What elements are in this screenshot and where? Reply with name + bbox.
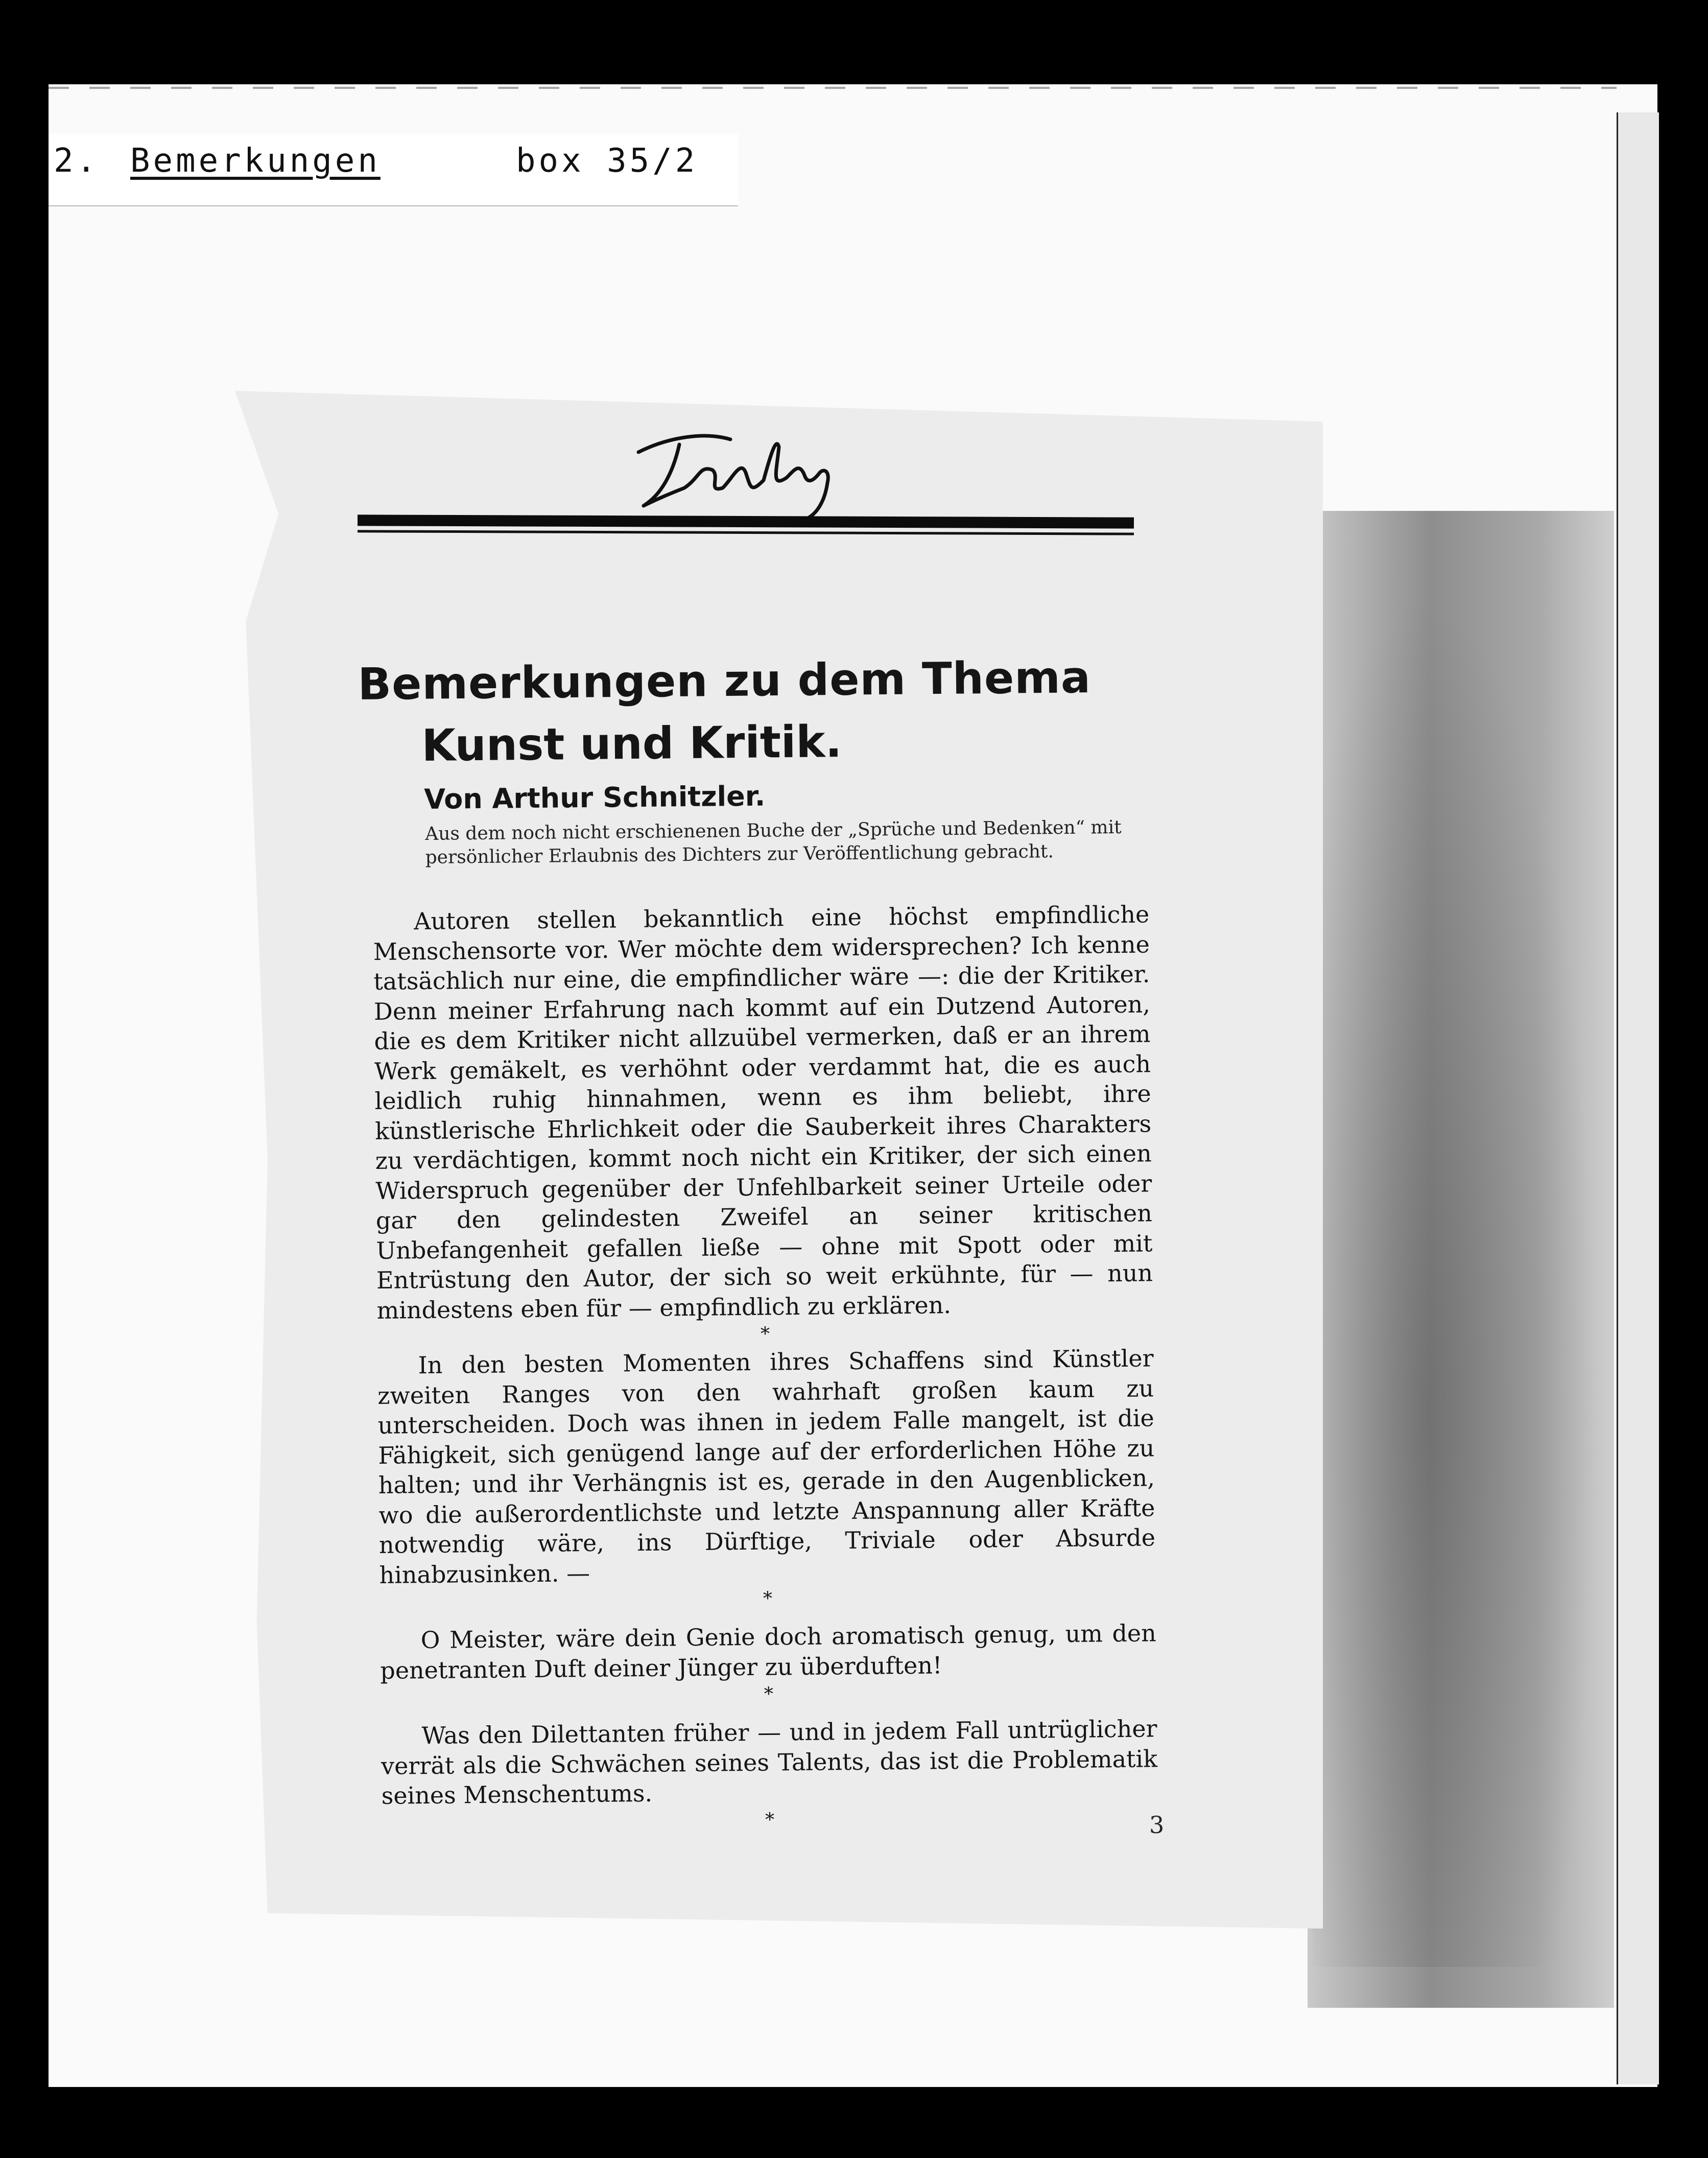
paragraph: In den besten Momenten ihres Schaffens sind Künstler zweiten Ranges von den wahrhaft großen kaum zu unterscheiden. Doch was ihnen in jedem Falle mangelt, ist die Fähigkeit, sich genügend lange auf der erforderlichen Höhe zu halten; und ihr Verhängnis ist es, gerade in den Augenblicken, wo die außerordentlichste und letzte Anspannung aller Kräfte notwendig wäre, ins Dürftige, Triviale oder Absurde hinabzusinken. — xyxy=(377,1344,1156,1589)
article-title-line2: Kunst und Kritik. xyxy=(421,716,842,771)
paragraph: Autoren stellen bekanntlich eine höchst empfindliche Menschensorte vor. Wer möchte dem widersprechen? Ich kenne tatsächlich nur eine, die empfindlicher wäre —: die der Kritiker. Denn meiner Erfahrung nach kommt auf ein Dutzend Autoren, die es dem Kritiker nicht allzuübel vermerken, daß er an ihrem Werk gemäkelt, es verhöhnt oder verdammt hat, die es auch leidlich ruhig hinnahmen, wenn es ihm beliebt, ihre künstlerische Ehrlichkeit oder die Sauberkeit ihres Charakters zu verdächtigen, kommt noch nicht ein Kritiker, der sich einen Widerspruch gegenüber der Unfehlbarkeit seiner Urteile oder gar den gelindesten Zweifel an seiner kritischen Unbefangenheit gefallen ließe — ohne mit Spott oder mit Entrüstung den Autor, der sich so weit erkühnte, für — nun mindestens eben für — empfindlich zu erklären. xyxy=(373,900,1153,1324)
separator: * xyxy=(765,1809,775,1831)
separator: * xyxy=(764,1683,774,1705)
article-note: Aus dem noch nicht erschienenen Buche der „Sprüche und Bedenken“ mit persönlicher Erlaubnis des Dichters zur Veröffentlichung gebracht. xyxy=(425,816,1122,868)
board-top-edge xyxy=(49,87,1617,89)
handwritten-annotation xyxy=(623,416,868,529)
page-number: 3 xyxy=(1149,1811,1165,1839)
board-right-edge xyxy=(1617,112,1659,2084)
folder-label-number: 2. xyxy=(54,142,100,180)
separator: * xyxy=(760,1323,770,1345)
folder-label-box: box 35/2 xyxy=(516,142,698,180)
folder-label-name: Bemerkungen xyxy=(130,142,381,180)
paragraph: O Meister, wäre dein Genie doch aromatisch genug, um den penetranten Duft deiner Jünger zu überduften! xyxy=(380,1619,1156,1684)
paragraph: Was den Dilettanten früher — und in jedem Fall untrüglicher verrät als die Schwächen seines Talents, das ist die Problematik seines Menschentums. xyxy=(381,1715,1158,1810)
article-title-line1: Bemerkungen zu dem Thema xyxy=(358,652,1092,710)
article-author: Von Arthur Schnitzler. xyxy=(424,780,766,815)
separator: * xyxy=(763,1588,773,1609)
scan-stain xyxy=(1313,588,1599,1967)
article-body xyxy=(373,899,1158,1836)
